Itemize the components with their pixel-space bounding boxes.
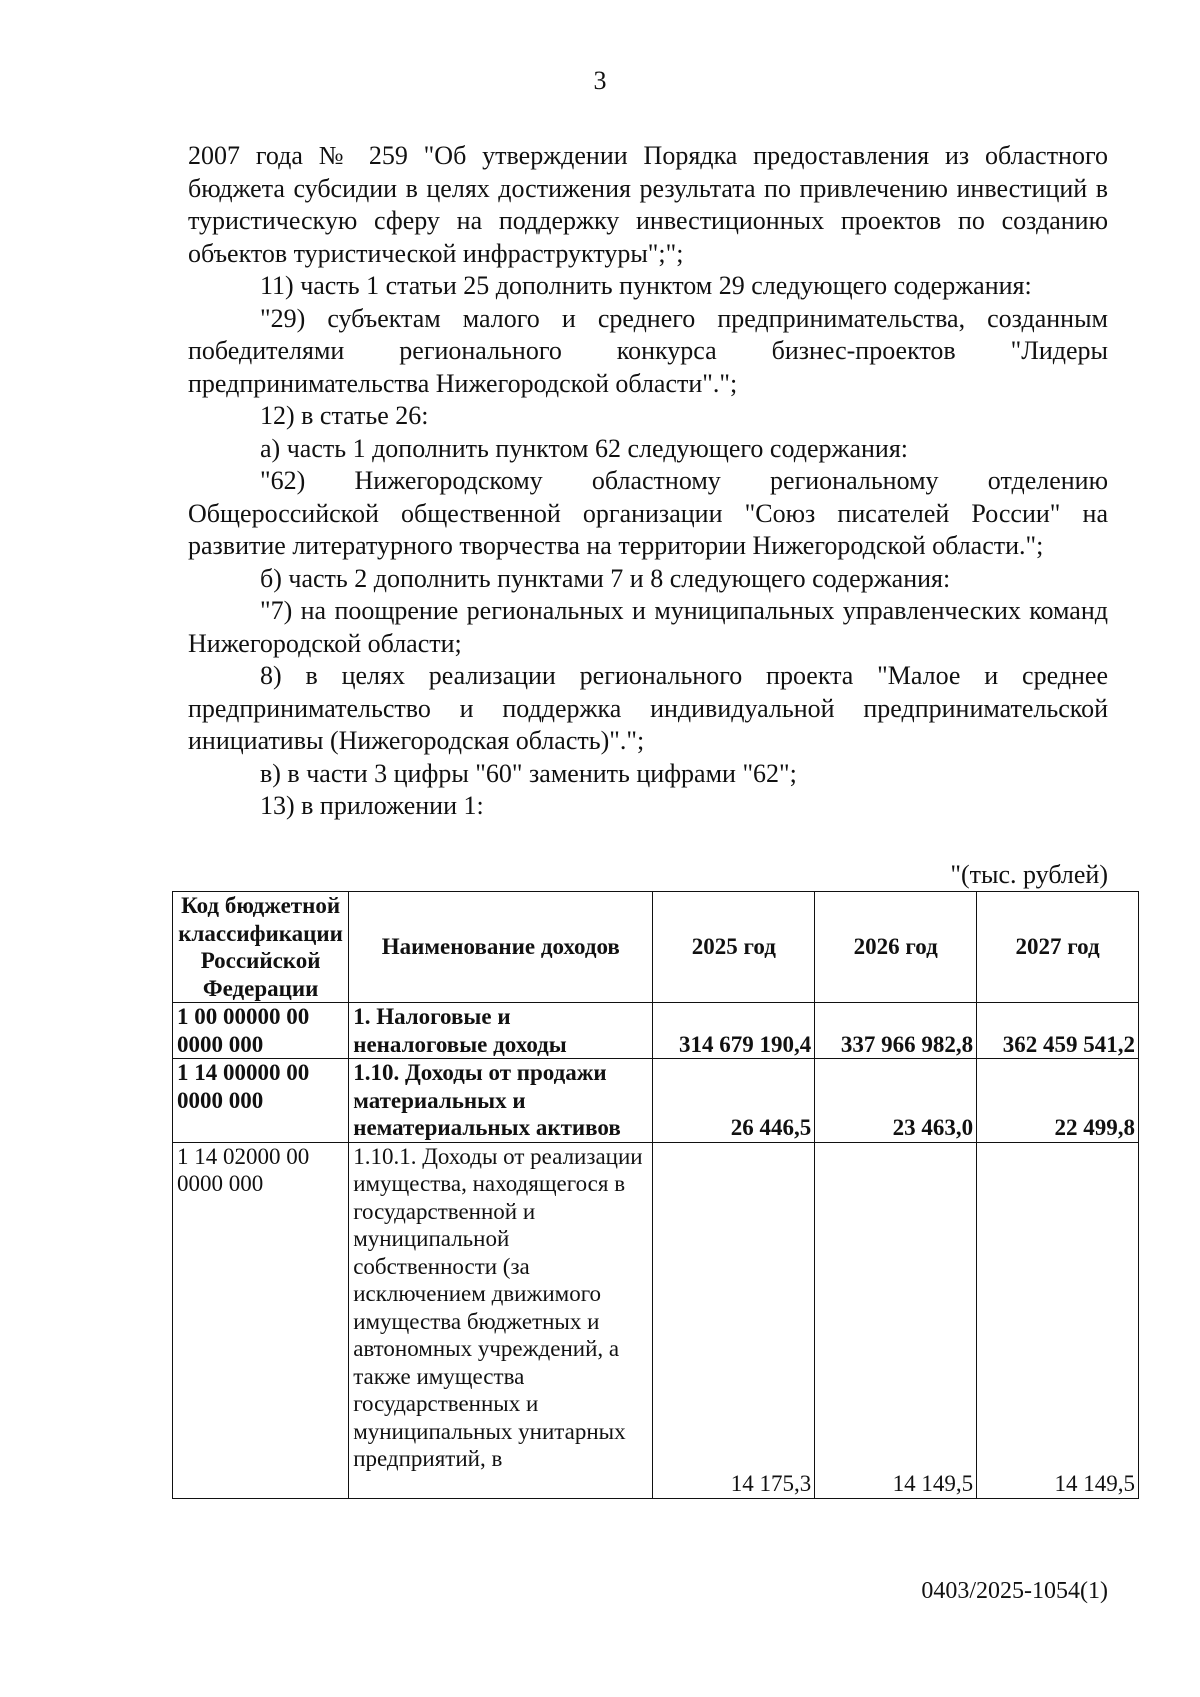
value-2026-cell: 14 149,5 xyxy=(815,1142,977,1498)
paragraph: 2007 года № 259 "Об утверждении Порядка предоставления из областного бюджета субсидии в целях достижения результата по привлечению инвестиций в туристическую сферу на поддержку инвестиционных проектов по созданию объектов туристической инфраструктуры";"; xyxy=(188,141,1108,268)
value-2025-cell: 26 446,5 xyxy=(653,1059,815,1143)
paragraph: "29) субъектам малого и среднего предпринимательства, созданным победителями регионального конкурса бизнес-проектов "Лидеры предпринимательства Нижегородской области"."; xyxy=(188,303,1108,398)
budget-code-cell: 1 14 02000 00 0000 000 xyxy=(173,1142,349,1498)
paragraph: 8) в целях реализации регионального проекта "Малое и среднее предпринимательство и поддержка индивидуальной предпринимательской инициативы (Нижегородская область)"."; xyxy=(188,661,1108,755)
paragraph: "7) на поощрение региональных и муниципальных управленческих команд Нижегородской области; xyxy=(188,596,1108,658)
header-budget-code: Код бюджетной классификации Российской Федерации xyxy=(173,892,349,1003)
document-registration-code: 0403/2025-1054(1) xyxy=(921,1578,1108,1604)
value-2027-cell: 14 149,5 xyxy=(977,1142,1139,1498)
income-table xyxy=(172,891,1139,1499)
paragraph: б) часть 2 дополнить пунктами 7 и 8 следующего содержания: xyxy=(260,563,951,593)
header-year-2025: 2025 год xyxy=(653,892,815,1003)
value-2026-cell: 23 463,0 xyxy=(815,1059,977,1143)
paragraph: "62) Нижегородскому областному региональному отделению Общероссийской общественной организации "Союз писателей России" на развитие литературного творчества на территории Нижегородской области."; xyxy=(188,466,1108,560)
income-name-cell: 1. Налоговые и неналоговые доходы xyxy=(349,1003,653,1059)
value-2027-cell: 362 459 541,2 xyxy=(977,1003,1139,1059)
income-name-text: 1.10.1. Доходы от реализации имущества, находящегося в государственной и муниципальной собственности (за исключением движимого имущества бюджетных и автономных учреждений, а также имущества государственных и муниципальных унитарных предприятий, в xyxy=(353,1143,643,1471)
paragraph: 12) в статье 26: xyxy=(260,401,429,430)
paragraph: 11) часть 1 статьи 25 дополнить пунктом 29 следующего содержания: xyxy=(260,271,1032,300)
income-name-cell: 1.10. Доходы от продажи материальных и нематериальных активов xyxy=(349,1059,653,1143)
header-income-name: Наименование доходов xyxy=(349,892,653,1003)
value-2027-cell: 22 499,8 xyxy=(977,1059,1139,1143)
header-year-2027: 2027 год xyxy=(977,892,1139,1003)
value-2026-cell: 337 966 982,8 xyxy=(815,1003,977,1059)
body-text xyxy=(188,140,1108,823)
table-header-row xyxy=(173,892,1139,1003)
paragraph: в) в части 3 цифры "60" заменить цифрами "62"; xyxy=(260,758,797,788)
table-unit-label: "(тыс. рублей) xyxy=(950,860,1108,889)
header-year-2026: 2026 год xyxy=(815,892,977,1003)
table-row xyxy=(173,1142,1139,1498)
table-row xyxy=(173,1003,1139,1059)
value-2025-cell: 14 175,3 xyxy=(653,1142,815,1498)
paragraph: 13) в приложении 1: xyxy=(260,791,484,820)
table-row xyxy=(173,1059,1139,1143)
income-name-cell xyxy=(349,1142,653,1498)
paragraph: а) часть 1 дополнить пунктом 62 следующего содержания: xyxy=(260,433,909,463)
budget-code-cell: 1 00 00000 00 0000 000 xyxy=(173,1003,349,1059)
page-number: 3 xyxy=(593,66,607,95)
budget-code-cell: 1 14 00000 00 0000 000 xyxy=(173,1059,349,1143)
value-2025-cell: 314 679 190,4 xyxy=(653,1003,815,1059)
